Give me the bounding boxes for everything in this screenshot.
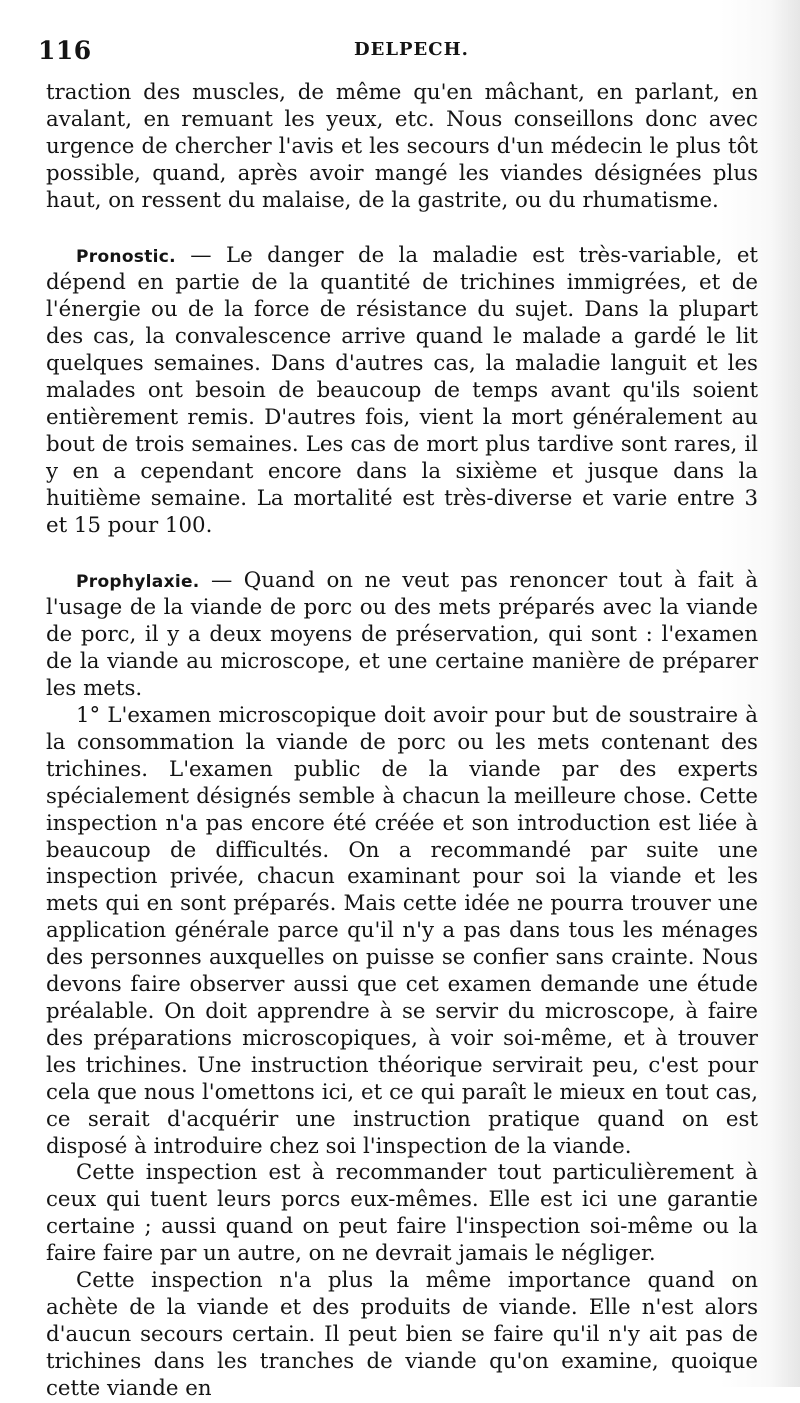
page-edge-shadow <box>770 0 800 1387</box>
running-head: DELPECH. <box>354 39 469 60</box>
page-number: 116 <box>38 36 92 65</box>
paragraph-continuation: traction des muscles, de même qu'en mâchant, en parlant, en avalant, en remuant les yeux, etc. Nous conseillons donc avec urgence de chercher l'avis et les secours d'un médecin le plus tôt possible, quand, après avoir mangé les viandes désignées plus haut, on ressent du malaise, de la gastrite, ou du rhumatisme. <box>46 80 758 213</box>
page-body <box>46 80 758 1403</box>
page-header <box>38 36 760 70</box>
paragraph-pronostic <box>46 243 758 540</box>
paragraph-last: Cette inspection n'a plus la même importance quand on achète de la viande et des produits de viande. Elle n'est alors d'aucun secours certain. Il peut bien se faire qu'il n'y ait pas de trichines dans les tranches de viande qu'on examine, quoique cette viande en <box>46 1268 758 1401</box>
section-heading-prophylaxie: Prophylaxie. <box>76 571 200 592</box>
prophylaxie-text: — Quand on ne veut pas renoncer tout à fait à l'usage de la viande de porc ou des mets préparés avec la viande de porc, il y a deux moyens de préservation, qui sont : l'examen de la viande au microscope, et une certaine manière de préparer les mets. <box>46 567 758 702</box>
section-heading-pronostic: Pronostic. <box>76 246 176 267</box>
paragraph-inspection: Cette inspection est à recommander tout particulièrement à ceux qui tuent leurs porcs eux-mêmes. Elle est ici une garantie certaine ; aussi quand on peut faire l'inspection soi-même ou la faire faire par un autre, on ne devrait jamais le négliger. <box>46 1160 758 1267</box>
paragraph-prophylaxie <box>46 568 758 704</box>
paragraph-item-1: 1° L'examen microscopique doit avoir pour but de soustraire à la consommation la viande de porc ou les mets contenant des trichines. L'examen public de la viande par des experts spécialement désignés semble à chacun la meilleure chose. Cette inspection n'a pas encore été créée et son introduction est liée à beaucoup de difficultés. On a recommandé par suite une inspection privée, chacun examinant pour soi la viande et les mets qui en sont préparés. Mais cette idée ne pourra trouver une application générale parce qu'il n'y a pas dans tous les ménages des personnes auxquelles on puisse se confier sans crainte. Nous devons faire observer aussi que cet examen demande une étude préalable. On doit apprendre à se servir du microscope, à faire des préparations microscopiques, à voir soi-même, et à trouver les trichines. Une instruction théorique servirait peu, c'est pour cela que nous l'omettons ici, et ce qui paraît le mieux en tout cas, ce serait d'acquérir une instruction pratique quand on est disposé à introduire chez soi l'inspection de la viande. <box>46 703 758 1159</box>
pronostic-text: — Le danger de la maladie est très-variable, et dépend en partie de la quantité de trichines immigrées, et de l'énergie ou de la force de résistance du sujet. Dans la plupart des cas, la convalescence arrive quand le malade a gardé le lit quelques semaines. Dans d'autres cas, la maladie languit et les malades ont besoin de beaucoup de temps avant qu'ils soient entièrement remis. D'autres fois, vient la mort généralement au bout de trois semaines. Les cas de mort plus tardive sont rares, il y en a cependant encore dans la sixième et jusque dans la huitième semaine. La mortalité est très-diverse et varie entre 3 et 15 pour 100. <box>46 242 758 538</box>
